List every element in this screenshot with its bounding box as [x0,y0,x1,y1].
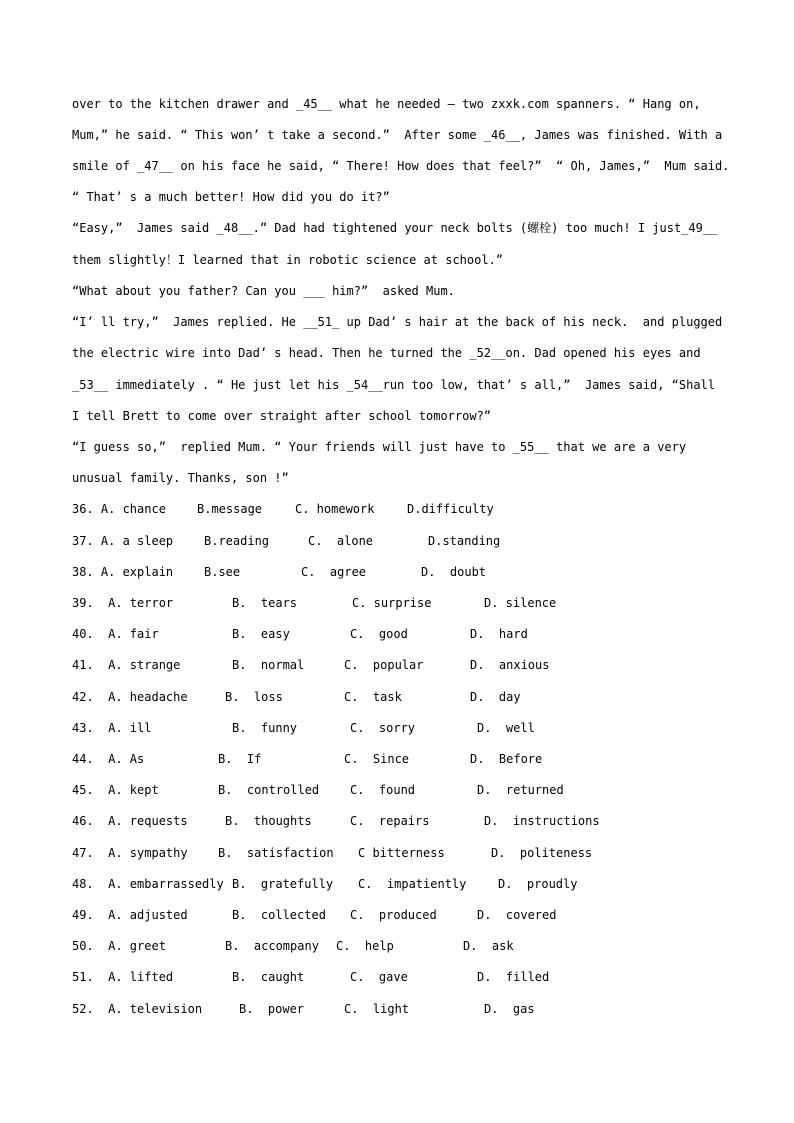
passage-line: “What about you father? Can you ___ him?” asked Mum. [72,284,455,298]
option-a: 38. A. explain [72,565,174,579]
option-c: C bitterness [358,846,445,860]
option-b: B. controlled [218,783,320,797]
option-b: B.reading [204,534,270,548]
option-d: D.standing [428,534,501,548]
passage-line: smile of _47__ on his face he said, “ There! How does that feel?” “ Oh, James,” Mum said. [72,159,730,173]
option-a: 46. A. requests [72,814,188,828]
option-d: D.difficulty [407,502,494,516]
option-d: D. instructions [484,814,600,828]
option-c: C. popular [344,658,424,672]
question-row [72,969,550,985]
option-c: C. repairs [350,814,430,828]
option-b: B. satisfaction [218,846,334,860]
option-b: B. easy [232,627,290,641]
option-c: C. gave [350,970,408,984]
question-row [72,595,557,611]
passage-line: the electric wire into Dad’ s head. Then he turned the _52__on. Dad opened his eyes and [72,346,701,360]
option-a: 44. A. As [72,752,145,766]
option-d: D. silence [484,596,557,610]
question-row [72,689,521,705]
option-d: D. Before [470,752,543,766]
option-b: B.message [197,502,263,516]
option-b: B. thoughts [225,814,312,828]
option-d: D. ask [463,939,514,953]
option-d: D. returned [477,783,564,797]
option-c: C. found [350,783,416,797]
option-a: 48. A. embarrassedly [72,877,224,891]
option-b: B. If [218,752,262,766]
option-b: B. caught [232,970,305,984]
option-a: 41. A. strange [72,658,181,672]
option-b: B. collected [232,908,326,922]
option-c: C. task [344,690,402,704]
option-a: 49. A. adjusted [72,908,188,922]
option-c: C. light [344,1002,410,1016]
passage-line: Mum,” he said. “ This won’ t take a second.” After some _46__, James was finished. With a [72,128,723,142]
question-row [72,938,514,954]
option-b: B. funny [232,721,298,735]
question-row [72,907,557,923]
option-c: C. agree [301,565,367,579]
option-d: D. day [470,690,521,704]
option-b: B. normal [232,658,305,672]
option-d: D. covered [477,908,557,922]
option-a: 39. A. terror [72,596,174,610]
option-d: D. anxious [470,658,550,672]
question-row [72,501,494,517]
question-row [72,845,593,861]
option-c: C. Since [344,752,410,766]
question-row [72,720,535,736]
passage-line: “Easy,” James said _48__.” Dad had tightened your neck bolts (螺栓) too much! I just_49__ [72,221,718,235]
option-a: 50. A. greet [72,939,166,953]
option-d: D. hard [470,627,528,641]
option-c: C. homework [295,502,375,516]
option-b: B. gratefully [232,877,334,891]
passage-line: “ That’ s a much better! How did you do it?” [72,190,390,204]
option-c: C. good [350,627,408,641]
question-row [72,876,578,892]
question-row [72,813,600,829]
option-a: 43. A. ill [72,721,152,735]
option-d: D. proudly [498,877,578,891]
passage-line: _53__ immediately . “ He just let his _54__run too low, that’ s all,” James said, “Shall [72,378,715,392]
option-a: 40. A. fair [72,627,159,641]
option-b: B.see [204,565,241,579]
passage-line: “I guess so,” replied Mum. “ Your friends will just have to _55__ that we are a very [72,440,687,454]
question-row [72,533,501,549]
option-b: B. power [239,1002,305,1016]
question-row [72,751,543,767]
question-row [72,782,564,798]
option-d: D. well [477,721,535,735]
option-a: 36. A. chance [72,502,166,516]
option-c: C. surprise [352,596,432,610]
option-a: 37. A. a sleep [72,534,174,548]
option-b: B. tears [232,596,298,610]
question-row [72,626,528,642]
option-a: 52. A. television [72,1002,203,1016]
passage-line: “I’ ll try,” James replied. He __51_ up Dad’ s hair at the back of his neck. and plugged [72,315,723,329]
option-d: D. politeness [491,846,593,860]
option-d: D. gas [484,1002,535,1016]
option-c: C. sorry [350,721,416,735]
option-d: D. filled [477,970,550,984]
passage-line: I tell Brett to come over straight after school tomorrow?” [72,409,492,423]
question-row [72,1001,535,1017]
option-c: C. alone [308,534,374,548]
option-a: 42. A. headache [72,690,188,704]
option-c: C. help [336,939,394,953]
passage-line: them slightly！I learned that in robotic science at school.” [72,253,504,267]
option-c: C. produced [350,908,437,922]
question-row [72,564,487,580]
option-a: 45. A. kept [72,783,159,797]
option-a: 47. A. sympathy [72,846,188,860]
option-a: 51. A. lifted [72,970,174,984]
question-row [72,657,550,673]
passage-line: unusual family. Thanks, son !” [72,471,289,485]
option-b: B. loss [225,690,283,704]
option-c: C. impatiently [358,877,467,891]
option-d: D. doubt [421,565,487,579]
passage-line: over to the kitchen drawer and _45__ what he needed – two zxxk.com spanners. “ Hang on, [72,97,701,111]
option-b: B. accompany [225,939,319,953]
